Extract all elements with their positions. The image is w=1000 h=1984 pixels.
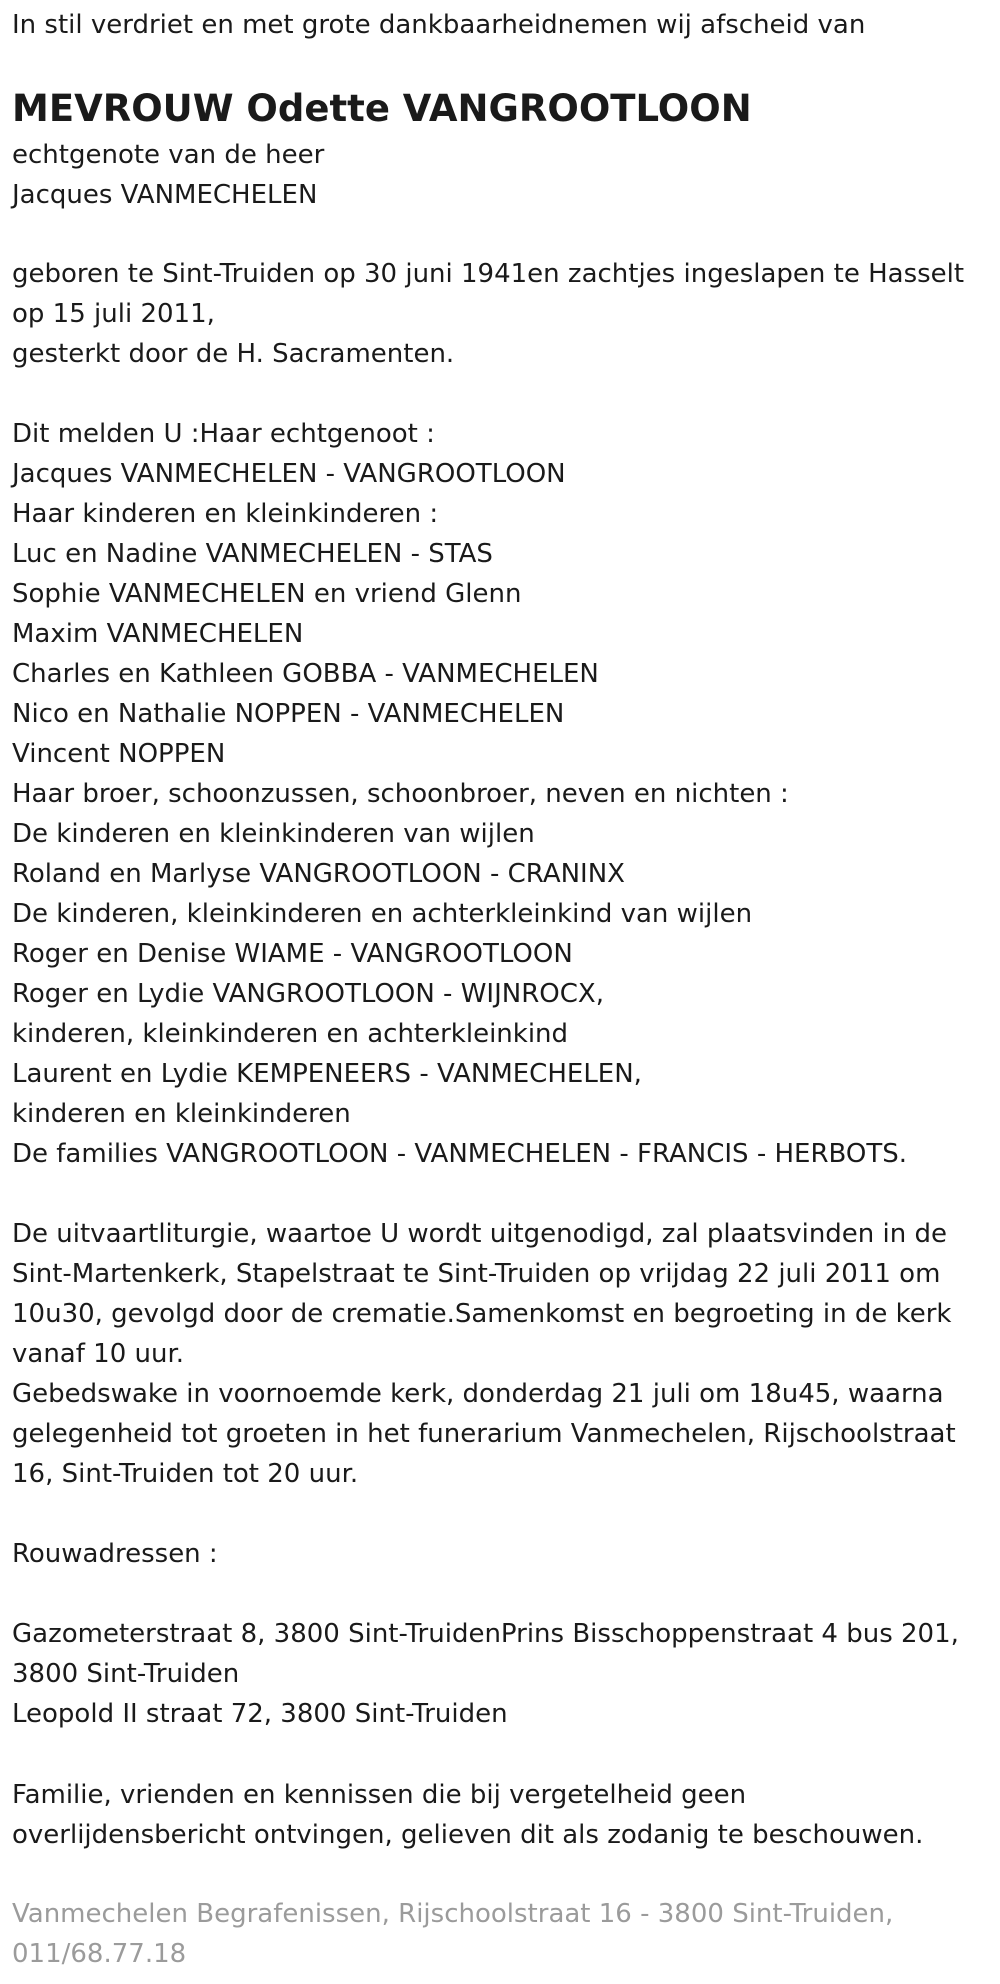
birth-line: geboren te Sint-Truiden op 30 juni 1941en zachtjes ingeslapen te Hasselt: [12, 259, 965, 289]
family-line: Vincent NOPPEN: [12, 739, 226, 769]
closing-line: Familie, vrienden en kennissen die bij vergetelheid geen: [12, 1780, 747, 1810]
family-line: Laurent en Lydie KEMPENEERS - VANMECHELEN,: [12, 1059, 642, 1089]
spouse-block: [12, 135, 324, 215]
funeral-line: vanaf 10 uur.: [12, 1339, 185, 1369]
funeral-line: 16, Sint-Truiden tot 20 uur.: [12, 1459, 359, 1489]
family-line: Haar kinderen en kleinkinderen :: [12, 499, 439, 529]
birth-line: op 15 juli 2011,: [12, 299, 215, 329]
address-line: 3800 Sint-Truiden: [12, 1659, 240, 1689]
deceased-name: MEVROUW Odette VANGROOTLOON: [12, 87, 752, 130]
closing-block: [12, 1775, 923, 1855]
address-line: Leopold II straat 72, 3800 Sint-Truiden: [12, 1699, 508, 1729]
footer-line: 011/68.77.18: [12, 1939, 187, 1969]
family-line: De families VANGROOTLOON - VANMECHELEN - FRANCIS - HERBOTS.: [12, 1139, 908, 1169]
family-line: Nico en Nathalie NOPPEN - VANMECHELEN: [12, 699, 565, 729]
birth-line: gesterkt door de H. Sacramenten.: [12, 339, 455, 369]
family-line: Sophie VANMECHELEN en vriend Glenn: [12, 579, 522, 609]
intro-text: In stil verdriet en met grote dankbaarheidnemen wij afscheid van: [12, 10, 866, 40]
addresses-label: Rouwadressen :: [12, 1539, 218, 1569]
family-line: Roger en Denise WIAME - VANGROOTLOON: [12, 939, 573, 969]
family-line: Haar broer, schoonzussen, schoonbroer, neven en nichten :: [12, 779, 789, 809]
family-line: kinderen en kleinkinderen: [12, 1099, 351, 1129]
funeral-line: De uitvaartliturgie, waartoe U wordt uitgenodigd, zal plaatsvinden in de: [12, 1219, 948, 1249]
addresses-block: [12, 1614, 959, 1734]
funeral-home-footer: [12, 1894, 893, 1974]
family-line: Jacques VANMECHELEN - VANGROOTLOON: [12, 459, 566, 489]
family-block: [12, 414, 907, 1174]
family-line: Maxim VANMECHELEN: [12, 619, 304, 649]
address-line: Gazometerstraat 8, 3800 Sint-TruidenPrins Bisschoppenstraat 4 bus 201,: [12, 1619, 959, 1649]
closing-line: overlijdensbericht ontvingen, gelieven dit als zodanig te beschouwen.: [12, 1820, 924, 1850]
footer-line: Vanmechelen Begrafenissen, Rijschoolstraat 16 - 3800 Sint-Truiden,: [12, 1899, 894, 1929]
funeral-line: gelegenheid tot groeten in het funerarium Vanmechelen, Rijschoolstraat: [12, 1419, 956, 1449]
funeral-line: 10u30, gevolgd door de crematie.Samenkomst en begroeting in de kerk: [12, 1299, 952, 1329]
family-line: De kinderen en kleinkinderen van wijlen: [12, 819, 535, 849]
spouse-line: echtgenote van de heer: [12, 140, 325, 170]
family-line: Roger en Lydie VANGROOTLOON - WIJNROCX,: [12, 979, 604, 1009]
family-line: Charles en Kathleen GOBBA - VANMECHELEN: [12, 659, 599, 689]
family-line: Roland en Marlyse VANGROOTLOON - CRANINX: [12, 859, 625, 889]
family-line: Dit melden U :Haar echtgenoot :: [12, 419, 435, 449]
spouse-line: Jacques VANMECHELEN: [12, 180, 318, 210]
funeral-line: Sint-Martenkerk, Stapelstraat te Sint-Truiden op vrijdag 22 juli 2011 om: [12, 1259, 941, 1289]
family-line: De kinderen, kleinkinderen en achterkleinkind van wijlen: [12, 899, 753, 929]
funeral-block: [12, 1214, 956, 1494]
family-line: Luc en Nadine VANMECHELEN - STAS: [12, 539, 493, 569]
family-line: kinderen, kleinkinderen en achterkleinkind: [12, 1019, 569, 1049]
funeral-line: Gebedswake in voornoemde kerk, donderdag 21 juli om 18u45, waarna: [12, 1379, 944, 1409]
birth-block: [12, 254, 964, 374]
addresses-label-block: [12, 1534, 218, 1574]
